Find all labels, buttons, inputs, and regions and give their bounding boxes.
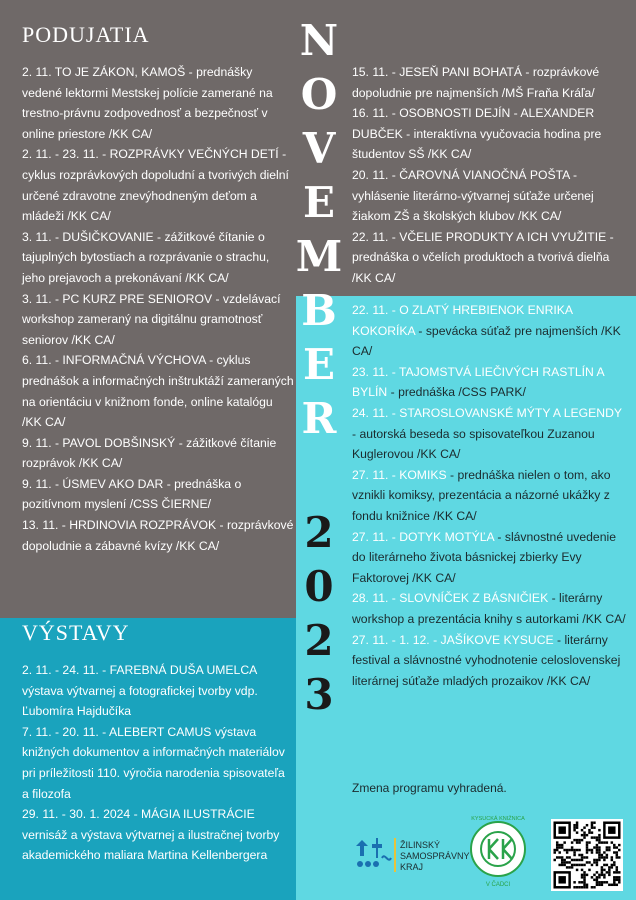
event-description: - cyklus rozprávkových dopoludní a tvorivých dielní určené zdravotne znevýhodneným deťom a mládeži /KK CA/ — [22, 147, 289, 224]
ssk-line2: SAMOSPRÁVNY — [400, 851, 470, 861]
events-list-left — [22, 62, 294, 556]
event-date-title: 13. 11. - HRDINOVIA ROZPRÁVOK — [22, 518, 217, 533]
event-date-title: 16. 11. - OSOBNOSTI DEJÍN - ALEXANDER DUBČEK — [352, 106, 595, 141]
month-letter: N — [299, 16, 339, 65]
event-date-title: 22. 11. - O ZLATÝ HREBIENOK ENRIKA KOKORÍKA — [352, 303, 573, 338]
month-letter: V — [302, 124, 336, 173]
event-description: výstava výtvarnej a fotografickej tvorby vdp. Ľubomíra Hajdučíka — [22, 683, 258, 719]
event-item — [352, 165, 624, 227]
event-item — [352, 588, 628, 629]
ssk-line3: KRAJ — [400, 862, 424, 872]
event-date-title: 9. 11. - ÚSMEV AKO DAR — [22, 476, 164, 491]
month-letter: E — [302, 340, 335, 389]
exhibitions-list — [22, 660, 294, 866]
event-item — [352, 227, 624, 289]
event-date-title: 22. 11. - VČELIE PRODUKTY A ICH VYUŽITIE — [352, 229, 607, 244]
event-date-title: 15. 11. - JESEŇ PANI BOHATÁ — [352, 65, 522, 79]
event-description: - spevácka súťaž pre najmenších /KK CA/ — [352, 323, 621, 359]
ssk-line1: ŽILINSKÝ — [400, 840, 441, 850]
event-item — [352, 103, 624, 165]
event-description: - zážitkové čítanie o tajuplných bytostiach a rozprávanie o strachu, jeho prejavoch a prekonávaní /KK CA/ — [22, 229, 270, 285]
event-item — [22, 144, 294, 226]
event-date-title: 23. 11. - TAJOMSTVÁ LIEČIVÝCH RASTLÍN A BYLÍN — [352, 364, 604, 400]
event-date-title: 27. 11. - KOMIKS — [352, 467, 447, 482]
kk-bottom-text: V ČADCI — [485, 882, 511, 888]
event-item — [352, 527, 628, 589]
event-description: - prednášky vedené lektormi Mestskej polície zamerané na trestno-právnu zodpovednosť a bezpečnosť v online priestore /KK CA/ — [22, 65, 273, 141]
event-date-title: 29. 11. - 30. 1. 2024 - MÁGIA ILUSTRÁCIE — [22, 807, 255, 822]
event-date-title: 2. 11. - 23. 11. - ROZPRÁVKY VEČNÝCH DETÍ — [22, 147, 279, 162]
event-description: - literárny workshop a prezentácia knihy s autorkami /KK CA/ — [352, 591, 626, 626]
event-description: - prednáška /CSS PARK/ — [387, 385, 526, 400]
event-description: - rozprávkové dopoludnie a zábavné kvízy /KK CA/ — [22, 518, 294, 553]
event-item — [22, 722, 294, 804]
year-digit: 0 — [304, 562, 334, 611]
event-item — [352, 630, 628, 692]
event-description: - autorská beseda so spisovateľkou Zuzanou Kuglerovou /KK CA/ — [352, 426, 595, 462]
event-date-title: 2. 11. - 24. 11. - FAREBNÁ DUŠA UMELCA — [22, 663, 257, 677]
event-item — [352, 62, 624, 103]
event-description: - slávnostné uvedenie do literárneho života básnickej zbierky Evy Faktorovej /KK CA/ — [352, 529, 616, 585]
event-date-title: 24. 11. - STAROSLOVANSKÉ MÝTY A LEGENDY — [352, 405, 622, 420]
event-item — [22, 227, 294, 289]
event-date-title: 9. 11. - PAVOL DOBŠINSKÝ — [22, 435, 176, 450]
event-description: - vyhlásenie literárno-výtvarnej súťaže určenej žiakom ZŠ a školských klubov /KK CA/ — [352, 167, 594, 224]
events-list-right-bottom — [352, 300, 628, 691]
section-title-vystavy: VÝSTAVY — [22, 620, 130, 645]
event-description: výstava knižných dokumentov a informačných materiálov pri príležitosti 110. výročia narodenia spisovateľa a filozofa — [22, 724, 285, 801]
qr-code[interactable] — [551, 819, 623, 891]
event-date-title: 20. 11. - ČAROVNÁ VIANOČNÁ POŠTA — [352, 167, 570, 182]
event-item — [22, 62, 294, 144]
event-description: - literárny festival a slávnostné vyhodnotenie celoslovenskej literárnej súťaže mladých prozaikov /KK CA/ — [352, 632, 621, 688]
event-description: - rozprávkové dopoludnie pre najmenších /MŠ Fraňa Kráľa/ — [352, 65, 600, 100]
events-list-right-top — [352, 62, 624, 289]
year-digit: 2 — [304, 616, 334, 665]
event-item — [22, 474, 294, 515]
year-digit: 2 — [304, 508, 334, 557]
program-note: Zmena programu vyhradená. — [352, 781, 507, 795]
month-letter: O — [300, 70, 338, 119]
month-letter: M — [295, 232, 343, 281]
event-date-title: 3. 11. - PC KURZ PRE SENIOROV — [22, 291, 213, 306]
month-letter: R — [301, 394, 337, 443]
event-item — [22, 804, 294, 866]
event-date-title: 6. 11. - INFORMAČNÁ VÝCHOVA — [22, 353, 206, 368]
event-item — [352, 465, 628, 527]
month-letter: E — [302, 178, 335, 227]
event-description: - prednáška nielen o tom, ako vznikli komiksy, prezentácia a názorné ukážky z fondu knižnice /KK CA/ — [352, 467, 611, 523]
event-description: - interaktívna vyučovacia hodina pre študentov SŠ /KK CA/ — [352, 126, 602, 162]
event-item — [352, 403, 628, 465]
event-description: vernisáž a výstava výtvarnej a ilustračnej tvorby akademického maliara Martina Kellenbergera — [22, 827, 280, 863]
event-item — [352, 300, 628, 362]
event-date-title: 3. 11. - DUŠIČKOVANIE — [22, 229, 154, 244]
event-description: - prednáška o pozitívnom myslení /CSS ČIERNE/ — [22, 476, 242, 512]
month-letter: B — [301, 286, 337, 335]
zilinsky-kraj-logo — [352, 828, 470, 876]
event-description: - zážitkové čítanie rozprávok /KK CA/ — [22, 435, 277, 471]
event-item — [22, 515, 294, 556]
event-item — [22, 350, 294, 432]
event-item — [22, 660, 294, 722]
event-description: - cyklus prednášok a informačných inštruktáží zameraných na orientáciu v knižnom fonde, online katalógu /KK CA/ — [22, 353, 294, 430]
event-description: - vzdelávací workshop zameraný na digitálnu gramotnosť seniorov /KK CA/ — [22, 291, 281, 347]
event-description: - prednáška o včelích produktoch a tvorivá dielňa /KK CA/ — [352, 229, 614, 285]
kysucka-kniznica-logo — [467, 812, 529, 890]
event-item — [22, 433, 294, 474]
event-date-title: 27. 11. - 1. 12. - JAŠÍKOVE KYSUCE — [352, 632, 554, 647]
event-item — [22, 289, 294, 351]
year-digit: 3 — [304, 670, 334, 719]
section-title-podujatia: PODUJATIA — [22, 22, 150, 47]
event-date-title: 7. 11. - 20. 11. - ALEBERT CAMUS — [22, 724, 212, 739]
kk-top-text: KYSUCKÁ KNIŽNICA — [471, 816, 525, 822]
event-item — [352, 362, 628, 403]
event-date-title: 28. 11. - SLOVNÍČEK Z BÁSNIČIEK — [352, 591, 549, 606]
month-year-vertical — [297, 14, 341, 722]
event-date-title: 27. 11. - DOTYK MOTÝĽA — [352, 529, 495, 544]
event-date-title: 2. 11. TO JE ZÁKON, KAMOŠ — [22, 65, 186, 79]
